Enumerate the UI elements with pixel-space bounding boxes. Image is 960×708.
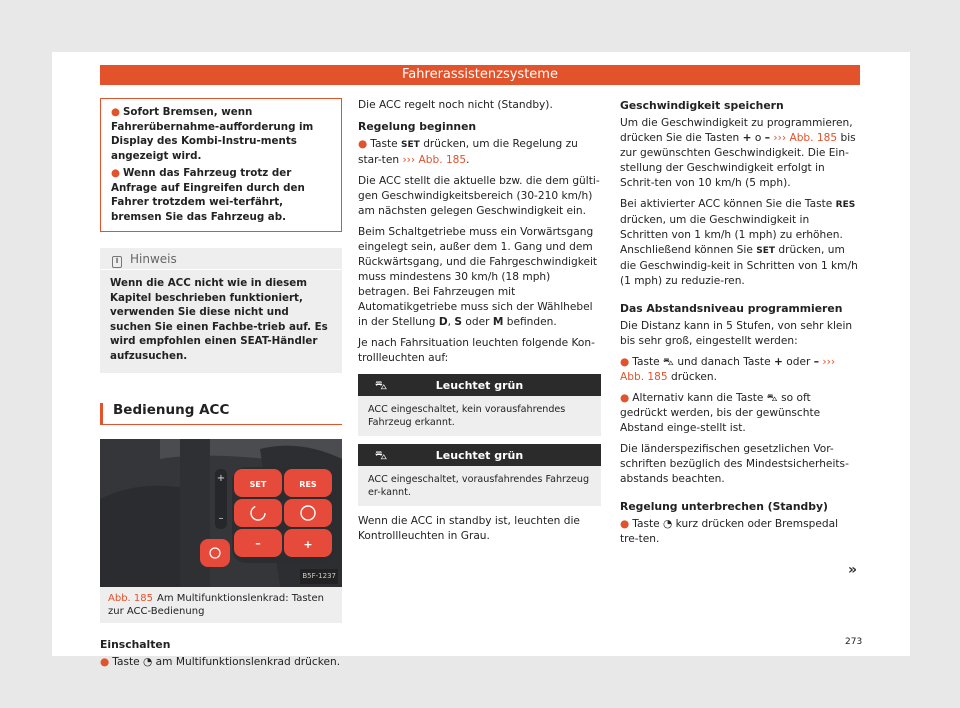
column-2 bbox=[358, 98, 601, 550]
set-symbol: SET bbox=[756, 246, 776, 256]
paragraph: Wenn die ACC in standby ist, leuchten die Kontrollleuchten in Grau. bbox=[358, 515, 580, 542]
warning-item: ● Wenn das Fahrzeug trotz der Anfrage auf Eingreifen durch den Fahrer trotzdem wei-terfährt, bremsen Sie das Fahrzeug ab. bbox=[111, 167, 305, 223]
info-icon: i bbox=[112, 256, 122, 268]
distance-left-button[interactable] bbox=[200, 539, 230, 567]
indicator-text: ACC eingeschaltet, kein vorausfahrendes Fahrzeug erkannt. bbox=[358, 396, 601, 436]
distance-button[interactable] bbox=[284, 499, 332, 527]
minus-label: – bbox=[255, 537, 261, 550]
figure-label: Abb. 185 bbox=[108, 593, 153, 604]
hint-title: Hinweis bbox=[130, 252, 177, 266]
plus-label: + bbox=[303, 538, 313, 551]
standby-title: Regelung unterbrechen (Standby) bbox=[620, 500, 828, 513]
figure-caption bbox=[100, 587, 342, 623]
regelung-title: Regelung beginnen bbox=[358, 120, 477, 133]
res-label: RES bbox=[299, 480, 317, 489]
volume-plus-label: + bbox=[216, 473, 226, 484]
warning-box bbox=[100, 98, 342, 232]
regelung-item: ● Taste SET drücken, um die Regelung zu star-ten ››› Abb. 185. bbox=[358, 138, 578, 166]
indicator-header: ⛍ Leuchtet grün bbox=[358, 444, 601, 466]
paragraph: Bei aktivierter ACC können Sie die Taste RES drücken, um die Geschwindigkeit in Schritten von 1 km/h (1 mph) zu erhöhen. Anschließend können Sie SET drücken, um die Geschwindig-keit in Schritten von 1 km/h (1 mph) zu reduzie-ren. bbox=[620, 198, 858, 287]
acc-icon: ◔ bbox=[663, 518, 673, 530]
column-1 bbox=[100, 98, 342, 676]
section-title: Bedienung ACC bbox=[100, 403, 342, 425]
einschalten-title: Einschalten bbox=[100, 638, 171, 651]
hint-text: Wenn die ACC nicht wie in diesem Kapitel beschrieben funktioniert, verwenden Sie diese nicht und suchen Sie einen Fachbe-trieb auf. Es wird empfohlen einen SEAT-Händler aufzusuchen. bbox=[110, 277, 328, 362]
figure-reference[interactable]: ››› Abb. 185 bbox=[773, 132, 838, 144]
page-number: 273 bbox=[845, 637, 863, 647]
acc-button[interactable] bbox=[234, 499, 282, 527]
paragraph: Je nach Fahrsituation leuchten folgende Kon-trollleuchten auf: bbox=[358, 337, 595, 364]
paragraph: Beim Schaltgetriebe muss ein Vorwärtsgang eingelegt sein, außer dem 1. Gang und dem Rückwärtsgang, und die Fahrgeschwindigkeit muss mindestens 30 km/h (18 mph) betragen. Bei Fahrzeugen mit Automatikgetriebe muss sich der Wählhebel in der Stellung D, S oder M befinden. bbox=[358, 226, 598, 328]
distance-item: ● Taste ⛍ und danach Taste + oder – ››› Abb. 185 drücken. bbox=[620, 356, 836, 383]
car-follow-indicator-icon: ⛍ bbox=[374, 447, 388, 462]
column-3 bbox=[620, 98, 860, 553]
einschalten-item: ● Taste ◔ am Multifunktionslenkrad drücken. bbox=[100, 656, 341, 668]
set-symbol: SET bbox=[401, 140, 420, 150]
hint-header bbox=[100, 248, 342, 270]
figure-reference[interactable]: ››› Abb. 185 bbox=[620, 356, 836, 383]
res-symbol: RES bbox=[835, 200, 856, 210]
figure-code: B5F-1237 bbox=[300, 569, 338, 584]
distance-icon: ⛍ bbox=[663, 356, 674, 368]
volume-minus-label: – bbox=[218, 513, 224, 524]
paragraph: Die ACC stellt die aktuelle bzw. die dem gülti-gen Geschwindigkeitsbereich (30-210 km/h) am nächsten gelegen Geschwindigkeit ein. bbox=[358, 175, 600, 217]
indicator-text: ACC eingeschaltet, vorausfahrendes Fahrzeug er-kannt. bbox=[358, 466, 601, 506]
continue-mark: » bbox=[848, 562, 858, 578]
set-label: SET bbox=[249, 480, 267, 489]
indicator-header: ⛍ Leuchtet grün bbox=[358, 374, 601, 396]
paragraph: Die Distanz kann in 5 Stufen, von sehr klein bis sehr groß, eingestellt werden: bbox=[620, 320, 853, 347]
hint-box bbox=[100, 248, 342, 373]
chapter-header: Fahrerassistenzsysteme bbox=[100, 65, 860, 85]
car-indicator-icon: ⛍ bbox=[374, 377, 388, 392]
speed-title: Geschwindigkeit speichern bbox=[620, 99, 784, 112]
figure-caption-text: Am Multifunktionslenkrad: Tasten zur ACC-Bedienung bbox=[108, 593, 324, 617]
figure-reference[interactable]: ››› Abb. 185 bbox=[402, 154, 467, 166]
distance-title: Das Abstandsniveau programmieren bbox=[620, 302, 843, 315]
paragraph: Die ACC regelt noch nicht (Standby). bbox=[358, 99, 553, 111]
distance-icon: ⛍ bbox=[766, 392, 778, 404]
warning-item: ● Sofort Bremsen, wenn Fahrerübernahme-aufforderung im Display des Kombi-Instru-ments angezeigt wird. bbox=[111, 106, 314, 162]
paragraph: Die länderspezifischen gesetzlichen Vor-schriften bezüglich des Mindestsicherheits-abstands beachten. bbox=[620, 443, 849, 485]
distance-item: ● Alternativ kann die Taste ⛍ so oft gedrückt werden, bis der gewünschte Abstand einge-stellt ist. bbox=[620, 392, 821, 434]
steering-wheel-illustration bbox=[100, 439, 342, 587]
standby-item: ● Taste ◔ kurz drücken oder Bremspedal tre-ten. bbox=[620, 518, 839, 545]
steering-wheel-figure bbox=[100, 439, 342, 587]
acc-icon: ◔ bbox=[143, 656, 153, 668]
paragraph: Um die Geschwindigkeit zu programmieren, drücken Sie die Tasten + o – ››› Abb. 185 bis zur gewünschten Geschwindigkeit. Die Ein-stellung der Geschwindigkeit erfolgt in Schrit-ten von 10 km/h (5 mph). bbox=[620, 117, 856, 189]
